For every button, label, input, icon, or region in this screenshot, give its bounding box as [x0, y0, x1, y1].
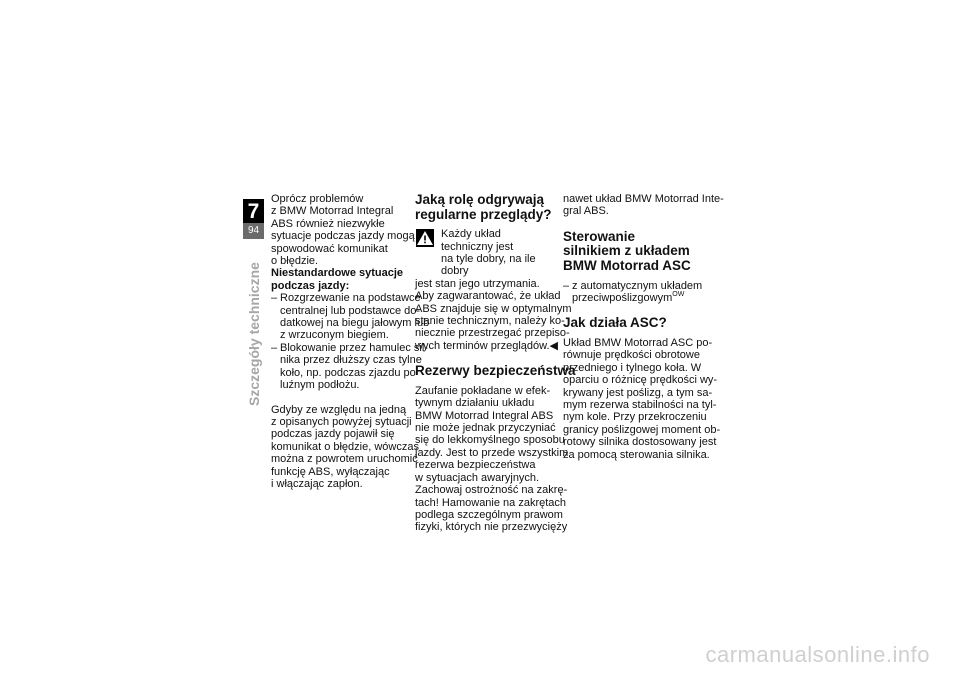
text-line: funkcję ABS, wyłączając — [271, 465, 390, 478]
text-line: niecznie przestrzegać przepiso- — [415, 327, 570, 340]
subheading: podczas jazdy: — [271, 279, 350, 292]
section-heading: Jaką rolę odgrywają — [415, 192, 545, 207]
text-line: z wrzuconym biegiem. — [280, 329, 389, 342]
text-line: ABS również niezwykłe — [271, 217, 385, 230]
text-line: spowodować komunikat — [271, 242, 388, 255]
text-line: za pomocą sterowania silnika. — [563, 448, 710, 461]
text-line: centralnej lub podstawce do- — [280, 304, 421, 317]
text-line: z opisanych powyżej sytuacji — [271, 415, 412, 428]
text-line: sytuacje podczas jazdy mogą — [271, 230, 415, 243]
section-heading: BMW Motorrad ASC — [563, 258, 691, 273]
text-line-part: przeciwpoślizgowym — [572, 292, 673, 304]
dash-bullet: – — [271, 341, 278, 354]
text-line: podlega szczególnym prawom — [415, 508, 563, 521]
text-line: z BMW Motorrad Integral — [271, 205, 394, 218]
text-line: przedniego i tylnego koła. W — [563, 361, 702, 374]
column-3 — [563, 193, 724, 461]
dash-bullet: – — [271, 292, 278, 305]
text-line: datkowej na biegu jałowym lub — [280, 317, 430, 330]
text-line: jazdy. Jest to przede wszystkim — [415, 446, 569, 459]
text-line: granicy poślizgowej moment ob- — [563, 423, 721, 436]
text-line: na tyle dobry, na ile dobry — [441, 253, 536, 278]
text-line: fizyki, których nie przezwycięży — [415, 521, 568, 534]
list-item — [271, 292, 421, 305]
list-item — [271, 341, 428, 354]
text-line: nika przez dłuższy czas tylne — [280, 354, 422, 367]
warning-block — [415, 228, 550, 278]
text-line: Zachowaj ostrożność na zakrę- — [415, 484, 568, 497]
text-line: się do lekkomyślnego sposobu — [415, 434, 565, 447]
column-2 — [415, 192, 576, 534]
text-line: Każdy układ techniczny jest — [441, 228, 514, 253]
text-line: nawet układ BMW Motorrad Inte- — [563, 193, 724, 205]
text-line-last: wych terminów przeglądów. — [415, 339, 550, 352]
text-line: można z powrotem uruchomić — [271, 453, 418, 466]
text-line: BMW Motorrad Integral ABS — [415, 409, 554, 422]
list-item-text: Rozgrzewanie na podstawce — [280, 292, 421, 305]
text-line: stanie technicznym, należy ko- — [415, 315, 565, 328]
text-line: i włączając zapłon. — [271, 477, 363, 490]
text-line: nie może jednak przyczyniać — [415, 422, 556, 435]
text-line: rezerwa bezpieczeństwa — [415, 459, 536, 472]
section-heading: regularne przeglądy? — [415, 206, 552, 222]
text-line: tach! Hamowanie na zakrętach — [415, 496, 567, 509]
list-item-text: z automatycznym układem — [572, 279, 703, 292]
subheading: Niestandardowe sytuacje — [271, 267, 404, 280]
text-line — [415, 339, 558, 352]
text-line: Gdyby ze względu na jedną — [271, 403, 407, 416]
dash-bullet: – — [563, 279, 570, 292]
text-line: komunikat o błędzie, wówczas — [271, 440, 419, 453]
text-line: o błędzie. — [271, 255, 319, 268]
text-line: ABS znajduje się w optymalnym — [415, 302, 572, 315]
text-line: nym kole. Przy przekroczeniu — [563, 411, 707, 424]
text-line: tywnym działaniu układu — [415, 397, 535, 410]
section-heading: silnikiem z układem — [563, 243, 690, 259]
text-line: równuje prędkości obrotowe — [563, 349, 700, 362]
text-line: oparciu o różnicę prędkości wy- — [563, 374, 718, 387]
page-number: 94 — [243, 223, 264, 239]
text-line — [563, 292, 698, 304]
text-line: luźnym podłożu. — [280, 379, 360, 392]
column-1 — [271, 193, 430, 490]
text-line: gral ABS. — [563, 205, 609, 218]
watermark: carmanualsonline.info — [705, 642, 930, 667]
list-item-text: Blokowanie przez hamulec sil- — [280, 341, 428, 354]
section-heading: Jak działa ASC? — [563, 315, 667, 331]
text-line: podczas jazdy pojawił się — [271, 428, 395, 441]
text-line: Zaufanie pokładane w efek- — [415, 384, 551, 397]
text-line: krywany jest poślizg, a tym sa- — [563, 386, 713, 399]
end-mark-icon: ◀ — [549, 339, 558, 352]
text-line: rotowy silnika dostosowany jest — [563, 436, 717, 449]
text-line: jest stan jego utrzymania. — [415, 277, 540, 290]
section-heading: Rezerwy bezpieczeństwa — [415, 363, 576, 379]
chapter-number: 7 — [247, 200, 260, 223]
chapter-side-title: Szczegóły techniczne — [246, 262, 262, 406]
section-heading: Sterowanie — [563, 228, 636, 244]
text-line: Układ BMW Motorrad ASC po- — [563, 337, 713, 349]
text-line: Oprócz problemów — [271, 193, 364, 205]
text-line: mym rezerwa stabilności na tyl- — [563, 399, 717, 412]
warning-triangle-icon — [416, 229, 434, 247]
superscript-mark: OW — [672, 291, 685, 298]
chapter-tab — [243, 199, 264, 239]
text-line: koło, np. podczas zjazdu po — [280, 366, 416, 379]
text-line: w sytuacjach awaryjnych. — [415, 471, 540, 484]
text-line: Aby zagwarantować, że układ — [415, 290, 561, 303]
